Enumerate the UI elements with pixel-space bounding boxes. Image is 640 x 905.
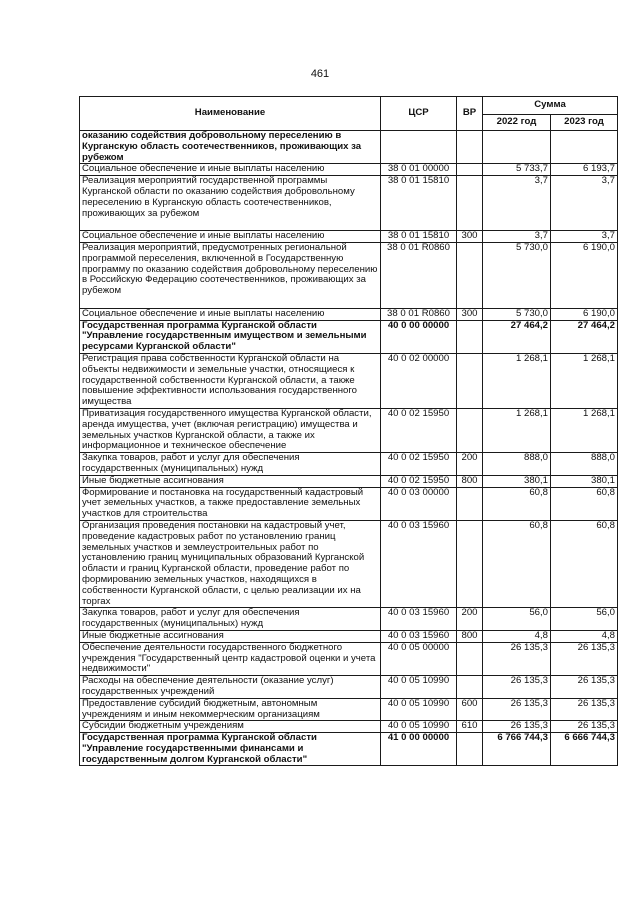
row-sum-2022 — [483, 131, 551, 164]
row-sum-2022: 27 464,2 — [483, 320, 551, 353]
row-vr: 300 — [457, 308, 483, 320]
row-vr — [457, 353, 483, 408]
table-row — [80, 408, 618, 452]
row-name: Реализация мероприятий государственной программы Курганской области по оказанию содействия добровольному переселению в Курганскую область соотечественников, проживающих за рубежом — [80, 176, 381, 231]
row-vr — [457, 320, 483, 353]
table-row — [80, 608, 618, 631]
row-sum-2022: 26 135,3 — [483, 698, 551, 721]
row-csr: 40 0 03 15960 — [381, 630, 457, 642]
row-vr: 200 — [457, 608, 483, 631]
row-vr: 300 — [457, 231, 483, 243]
row-vr — [457, 408, 483, 452]
row-csr: 38 0 01 R0860 — [381, 242, 457, 308]
table-row — [80, 176, 618, 231]
table-row — [80, 733, 618, 766]
row-sum-2023: 1 268,1 — [551, 353, 618, 408]
row-vr: 600 — [457, 698, 483, 721]
row-sum-2022: 60,8 — [483, 520, 551, 607]
row-csr: 38 0 01 15810 — [381, 231, 457, 243]
row-sum-2023 — [551, 131, 618, 164]
table-row — [80, 131, 618, 164]
row-csr: 40 0 02 00000 — [381, 353, 457, 408]
table-header — [80, 97, 618, 131]
row-csr: 40 0 05 10990 — [381, 676, 457, 699]
row-name: Предоставление субсидий бюджетным, автономным учреждениям и иным некоммерческим организациям — [80, 698, 381, 721]
row-sum-2022: 60,8 — [483, 487, 551, 520]
row-sum-2023: 26 135,3 — [551, 698, 618, 721]
row-sum-2023: 6 190,0 — [551, 308, 618, 320]
row-name: Социальное обеспечение и иные выплаты населению — [80, 308, 381, 320]
row-sum-2023: 6 666 744,3 — [551, 733, 618, 766]
table-row — [80, 520, 618, 607]
row-vr — [457, 176, 483, 231]
row-name: оказанию содействия добровольному переселению в Курганскую область соотечественников, проживающих за рубежом — [80, 131, 381, 164]
table-row — [80, 676, 618, 699]
row-name: Государственная программа Курганской области "Управление государственными финансами и государственным долгом Курганской области" — [80, 733, 381, 766]
row-name: Иные бюджетные ассигнования — [80, 630, 381, 642]
row-name: Приватизация государственного имущества Курганской области, аренда имущества, учет (включая регистрацию) имущества и земельных участков Курганской области, а также их информационное и техническое обеспечение — [80, 408, 381, 452]
row-sum-2022: 1 268,1 — [483, 353, 551, 408]
row-sum-2022: 26 135,3 — [483, 721, 551, 733]
table-row — [80, 242, 618, 308]
row-csr: 38 0 01 R0860 — [381, 308, 457, 320]
header-sum: Сумма — [483, 97, 618, 115]
row-csr: 40 0 02 15950 — [381, 475, 457, 487]
row-sum-2022: 5 730,0 — [483, 242, 551, 308]
table-row — [80, 642, 618, 675]
table-row — [80, 453, 618, 476]
row-name: Субсидии бюджетным учреждениям — [80, 721, 381, 733]
row-vr — [457, 520, 483, 607]
row-sum-2023: 888,0 — [551, 453, 618, 476]
table-row — [80, 721, 618, 733]
row-name: Формирование и постановка на государственный кадастровый учет земельных участков, а также предоставление земельных участков для строительства — [80, 487, 381, 520]
row-csr: 38 0 01 15810 — [381, 176, 457, 231]
table-row — [80, 630, 618, 642]
row-name: Социальное обеспечение и иные выплаты населению — [80, 164, 381, 176]
table-row — [80, 231, 618, 243]
row-name: Социальное обеспечение и иные выплаты населению — [80, 231, 381, 243]
row-sum-2023: 27 464,2 — [551, 320, 618, 353]
row-sum-2023: 380,1 — [551, 475, 618, 487]
row-vr — [457, 642, 483, 675]
row-name: Реализация мероприятий, предусмотренных региональной программой переселения, включенной в Государственную программу по оказанию содействия добровольному переселению в Российскую Федерацию соотечественников, проживающих за рубежом — [80, 242, 381, 308]
table-row — [80, 320, 618, 353]
row-sum-2022: 3,7 — [483, 176, 551, 231]
header-name: Наименование — [80, 97, 381, 131]
row-name: Обеспечение деятельности государственного бюджетного учреждения "Государственный центр кадастровой оценки и учета недвижимости" — [80, 642, 381, 675]
row-vr: 200 — [457, 453, 483, 476]
row-sum-2023: 60,8 — [551, 520, 618, 607]
table-body — [80, 131, 618, 766]
row-name: Организация проведения постановки на кадастровый учет, проведение кадастровых работ по установлению границ земельных участков и землеустроительных работ по установлению границ муниципальных образований Курганской области и границ Курганской области, проведение работ по формированию земельных участков, находящихся в собственности Курганской области, с целью реализации их на торгах — [80, 520, 381, 607]
page-number: 461 — [310, 68, 330, 80]
row-sum-2023: 3,7 — [551, 231, 618, 243]
header-year-2022: 2022 год — [483, 115, 551, 131]
table-row — [80, 475, 618, 487]
header-year-2023: 2023 год — [551, 115, 618, 131]
row-sum-2023: 1 268,1 — [551, 408, 618, 452]
table-row — [80, 308, 618, 320]
row-sum-2023: 6 193,7 — [551, 164, 618, 176]
row-csr: 40 0 03 00000 — [381, 487, 457, 520]
row-vr — [457, 242, 483, 308]
row-sum-2022: 26 135,3 — [483, 676, 551, 699]
row-name: Регистрация права собственности Курганской области на объекты недвижимости и земельные участки, относящиеся к государственной собственности Курганской области, а также повышение эффективности использования государственного имущества — [80, 353, 381, 408]
row-csr: 38 0 01 00000 — [381, 164, 457, 176]
row-csr: 40 0 05 10990 — [381, 721, 457, 733]
row-vr: 610 — [457, 721, 483, 733]
row-sum-2022: 3,7 — [483, 231, 551, 243]
row-csr: 40 0 02 15950 — [381, 453, 457, 476]
row-name: Иные бюджетные ассигнования — [80, 475, 381, 487]
budget-table — [79, 96, 618, 766]
row-csr: 40 0 03 15960 — [381, 608, 457, 631]
row-vr: 800 — [457, 630, 483, 642]
row-sum-2023: 26 135,3 — [551, 676, 618, 699]
row-vr — [457, 487, 483, 520]
row-sum-2023: 56,0 — [551, 608, 618, 631]
row-sum-2022: 26 135,3 — [483, 642, 551, 675]
row-csr: 40 0 00 00000 — [381, 320, 457, 353]
row-sum-2022: 380,1 — [483, 475, 551, 487]
row-sum-2023: 4,8 — [551, 630, 618, 642]
table-row — [80, 487, 618, 520]
row-sum-2023: 3,7 — [551, 176, 618, 231]
row-sum-2023: 60,8 — [551, 487, 618, 520]
row-sum-2022: 56,0 — [483, 608, 551, 631]
row-vr — [457, 164, 483, 176]
row-csr: 40 0 03 15960 — [381, 520, 457, 607]
row-vr — [457, 676, 483, 699]
row-csr: 40 0 02 15950 — [381, 408, 457, 452]
table-row — [80, 164, 618, 176]
row-vr: 800 — [457, 475, 483, 487]
header-vr: ВР — [457, 97, 483, 131]
table-row — [80, 353, 618, 408]
row-sum-2022: 1 268,1 — [483, 408, 551, 452]
row-sum-2022: 5 733,7 — [483, 164, 551, 176]
row-vr — [457, 733, 483, 766]
row-sum-2022: 6 766 744,3 — [483, 733, 551, 766]
row-name: Закупка товаров, работ и услуг для обеспечения государственных (муниципальных) нужд — [80, 608, 381, 631]
row-csr: 40 0 05 10990 — [381, 698, 457, 721]
row-sum-2022: 4,8 — [483, 630, 551, 642]
row-vr — [457, 131, 483, 164]
header-csr: ЦСР — [381, 97, 457, 131]
row-sum-2022: 5 730,0 — [483, 308, 551, 320]
row-sum-2023: 26 135,3 — [551, 642, 618, 675]
row-name: Расходы на обеспечение деятельности (оказание услуг) государственных учреждений — [80, 676, 381, 699]
row-name: Закупка товаров, работ и услуг для обеспечения государственных (муниципальных) нужд — [80, 453, 381, 476]
row-sum-2023: 26 135,3 — [551, 721, 618, 733]
row-csr — [381, 131, 457, 164]
row-csr: 40 0 05 00000 — [381, 642, 457, 675]
row-sum-2022: 888,0 — [483, 453, 551, 476]
table-row — [80, 698, 618, 721]
row-sum-2023: 6 190,0 — [551, 242, 618, 308]
row-csr: 41 0 00 00000 — [381, 733, 457, 766]
row-name: Государственная программа Курганской области "Управление государственным имуществом и земельными ресурсами Курганской области" — [80, 320, 381, 353]
